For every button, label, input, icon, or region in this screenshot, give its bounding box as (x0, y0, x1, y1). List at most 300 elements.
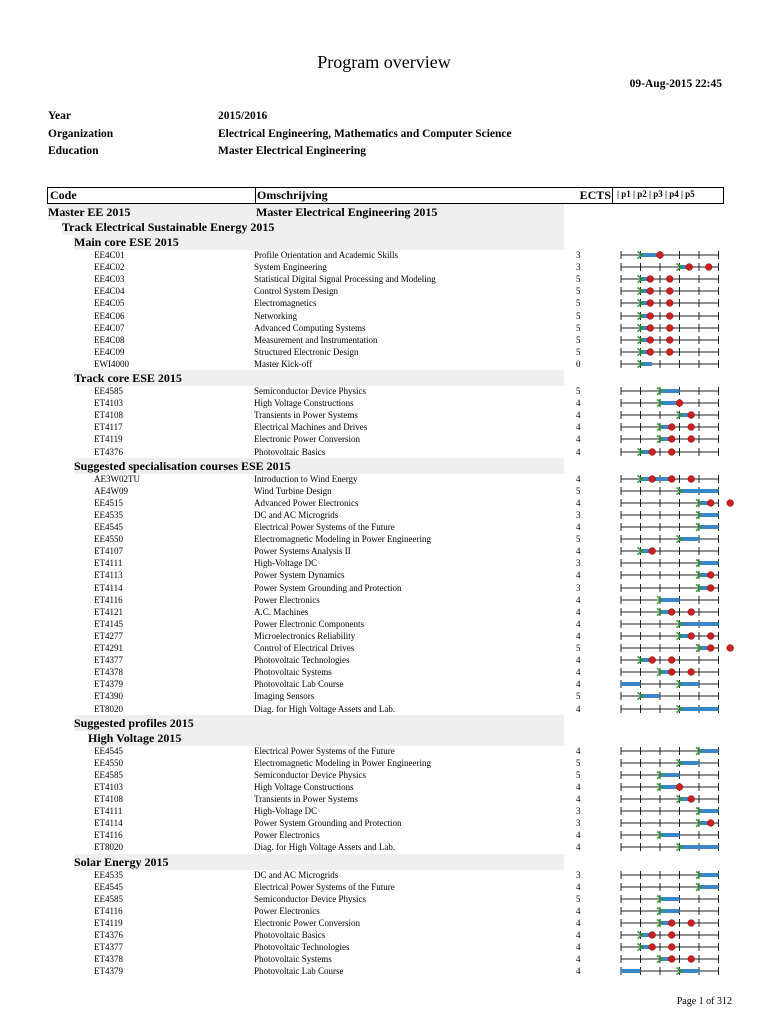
course-code: EE4550 (94, 534, 123, 545)
course-description: Electromagnetic Modeling in Power Engineering (254, 534, 431, 545)
course-code: ET4379 (94, 966, 123, 977)
course-code: EE4550 (94, 757, 123, 768)
period-timeline (618, 421, 748, 433)
course-ects: 4 (576, 679, 581, 690)
course-code: ET4378 (94, 954, 123, 965)
period-timeline (618, 829, 748, 841)
course-ects: 4 (576, 655, 581, 666)
exam-dot-icon (707, 584, 714, 591)
course-description: Imaging Sensors (254, 691, 315, 702)
course-ects: 4 (576, 881, 581, 892)
period-timeline (618, 905, 748, 917)
course-description: Photovoltaic Basics (254, 446, 326, 457)
period-timeline (618, 297, 748, 309)
course-description: Introduction to Wind Energy (254, 473, 358, 484)
course-ects: 3 (576, 250, 581, 260)
group-header (88, 730, 564, 746)
period-timeline (618, 557, 748, 569)
course-description: Electromagnetic Modeling in Power Engineering (254, 757, 431, 768)
course-ects: 4 (576, 473, 581, 484)
meta-value: 2015/2016 (218, 110, 268, 122)
group-code: Track Electrical Sustainable Energy 2015 (62, 220, 275, 234)
period-bar (621, 969, 641, 973)
course-code: ET4108 (94, 794, 123, 804)
course-code: EE4535 (94, 509, 123, 520)
period-timeline (618, 678, 748, 690)
course-ects: 4 (576, 630, 581, 641)
exam-dot-icon (666, 276, 673, 283)
course-code: ET4378 (94, 667, 123, 678)
exam-dot-icon (707, 632, 714, 639)
exam-dot-icon (647, 288, 654, 295)
exam-dot-icon (688, 632, 695, 639)
exam-dot-icon (666, 348, 673, 355)
exam-dot-icon (649, 657, 656, 664)
course-code: ET4379 (94, 679, 123, 690)
course-code: ET4376 (94, 446, 123, 457)
course-code: EE4545 (94, 881, 123, 892)
course-description: Structured Electronic Design (254, 346, 359, 357)
group-header (48, 204, 564, 220)
course-description: DC and AC Microgrids (254, 509, 339, 520)
exam-dot-icon (688, 919, 695, 926)
course-description: Power Electronics (254, 830, 320, 841)
course-code: EE4545 (94, 522, 123, 532)
period-timeline (618, 249, 748, 261)
course-description: A.C. Machines (254, 606, 309, 617)
course-ects: 4 (576, 410, 581, 421)
course-code: ET4103 (94, 398, 123, 409)
meta-key: Organization (48, 127, 114, 140)
course-description: Photovoltaic Lab Course (254, 679, 344, 690)
exam-dot-icon (649, 932, 656, 939)
course-code: AE3W02TU (94, 473, 140, 484)
course-ects: 4 (576, 570, 581, 581)
header-ects: ECTS (579, 188, 611, 202)
exam-dot-icon (649, 944, 656, 951)
period-timeline (618, 793, 748, 805)
exam-dot-icon (688, 796, 695, 803)
period-timeline (618, 881, 748, 893)
group-code: Track core ESE 2015 (74, 371, 182, 385)
period-timeline (618, 745, 748, 757)
course-ects: 3 (576, 806, 581, 817)
period-timeline (618, 334, 748, 346)
period-timeline (618, 654, 748, 666)
course-description: System Engineering (254, 262, 327, 273)
period-bar (680, 845, 719, 849)
course-ects: 4 (576, 942, 581, 953)
period-timeline (618, 941, 748, 953)
course-code: EWI4000 (94, 358, 129, 369)
course-description: Networking (254, 310, 297, 321)
course-code: ET4114 (94, 582, 123, 593)
course-description: Power Systems Analysis II (254, 546, 351, 557)
exam-dot-icon (707, 499, 714, 506)
exam-dot-icon (727, 645, 734, 652)
period-timeline (618, 917, 748, 929)
course-description: Photovoltaic Technologies (254, 655, 350, 666)
course-code: EE4C09 (94, 346, 125, 357)
exam-dot-icon (647, 312, 654, 319)
exam-dot-icon (676, 783, 683, 790)
course-code: ET4117 (94, 422, 123, 433)
course-ects: 5 (576, 274, 581, 285)
course-ects: 3 (576, 262, 581, 273)
course-code: EE4C06 (94, 310, 125, 321)
exam-dot-icon (668, 436, 675, 443)
group-header (74, 370, 564, 386)
exam-dot-icon (647, 336, 654, 343)
course-code: EE4515 (94, 497, 123, 508)
course-ects: 5 (576, 286, 581, 297)
period-timeline (618, 594, 748, 606)
course-ects: 3 (576, 558, 581, 569)
course-description: High Voltage Constructions (254, 781, 354, 792)
period-timeline (618, 757, 748, 769)
course-ects: 4 (576, 594, 581, 605)
course-code: ET4145 (94, 618, 123, 629)
exam-dot-icon (668, 448, 675, 455)
course-description: Power System Grounding and Protection (254, 818, 402, 829)
group-header (74, 458, 564, 474)
course-ects: 5 (576, 893, 581, 904)
period-timeline (618, 929, 748, 941)
course-description: Control System Design (254, 286, 339, 297)
course-description: High-Voltage DC (254, 806, 318, 817)
meta-value: Electrical Engineering, Mathematics and Computer Science (218, 127, 512, 140)
course-ects: 4 (576, 905, 581, 916)
exam-dot-icon (647, 348, 654, 355)
course-ects: 4 (576, 930, 581, 940)
course-ects: 0 (576, 358, 581, 369)
course-code: EE4C03 (94, 274, 125, 285)
course-ects: 3 (576, 582, 581, 593)
course-description: Diag. for High Voltage Assets and Lab. (254, 703, 396, 714)
course-code: ET4116 (94, 905, 123, 916)
exam-dot-icon (668, 944, 675, 951)
exam-dot-icon (688, 956, 695, 963)
course-description: Statistical Digital Signal Processing and Modeling (254, 274, 436, 285)
period-timeline (618, 473, 748, 485)
exam-dot-icon (688, 436, 695, 443)
course-code: EE4C04 (94, 286, 125, 297)
period-timeline (618, 446, 748, 458)
period-timeline (618, 606, 748, 618)
course-code: EE4585 (94, 893, 123, 904)
course-description: Power Electronic Components (254, 618, 364, 629)
course-ects: 4 (576, 422, 581, 433)
course-ects: 5 (576, 298, 581, 309)
course-code: EE4545 (94, 745, 123, 756)
course-ects: 4 (576, 546, 581, 557)
exam-dot-icon (657, 252, 664, 259)
exam-dot-icon (668, 475, 675, 482)
course-description: DC and AC Microgrids (254, 869, 339, 880)
period-bar (680, 707, 719, 711)
group-code: Suggested profiles 2015 (74, 715, 194, 730)
course-description: Photovoltaic Systems (254, 667, 332, 678)
course-ects: 4 (576, 667, 581, 678)
meta-key: Education (48, 145, 99, 157)
course-description: Electrical Power Systems of the Future (254, 522, 395, 532)
course-code: ET8020 (94, 842, 123, 853)
course-ects: 5 (576, 691, 581, 702)
course-ects: 5 (576, 769, 581, 780)
exam-dot-icon (686, 264, 693, 271)
exam-dot-icon (666, 312, 673, 319)
course-ects: 3 (576, 509, 581, 520)
group-code: Main core ESE 2015 (74, 235, 179, 249)
course-description: Photovoltaic Lab Course (254, 966, 344, 977)
exam-dot-icon (666, 288, 673, 295)
exam-dot-icon (688, 475, 695, 482)
exam-dot-icon (649, 448, 656, 455)
period-timeline (618, 841, 748, 853)
course-description: Semiconductor Device Physics (254, 769, 366, 780)
group-code: Master EE 2015 (48, 205, 131, 219)
course-ects: 5 (576, 322, 581, 333)
header-code: Code (50, 188, 77, 202)
course-code: EE4C05 (94, 298, 125, 309)
course-code: ET4113 (94, 570, 123, 581)
meta-key: Year (48, 110, 71, 122)
header-description: Omschrijving (257, 188, 328, 202)
course-description: Wind Turbine Design (254, 485, 332, 496)
course-ects: 4 (576, 618, 581, 629)
course-ects: 4 (576, 745, 581, 756)
exam-dot-icon (666, 336, 673, 343)
period-bar (621, 682, 641, 686)
course-description: Master Kick-off (254, 358, 313, 369)
exam-dot-icon (688, 669, 695, 676)
period-timeline (618, 273, 748, 285)
course-ects: 5 (576, 310, 581, 321)
period-bar (680, 489, 719, 493)
course-code: EE4C07 (94, 322, 125, 333)
period-timeline (618, 869, 748, 881)
period-timeline (618, 703, 748, 715)
course-description: Power Electronics (254, 905, 320, 916)
period-timeline (618, 285, 748, 297)
course-description: Photovoltaic Basics (254, 930, 326, 940)
exam-dot-icon (666, 300, 673, 307)
course-ects: 4 (576, 966, 581, 977)
group-description: Master Electrical Engineering 2015 (256, 205, 438, 219)
course-code: ET4119 (94, 434, 123, 445)
course-code: AE4W09 (94, 485, 128, 496)
course-description: Electrical Machines and Drives (254, 422, 368, 433)
period-timeline (618, 433, 748, 445)
course-ects: 5 (576, 346, 581, 357)
course-description: High-Voltage DC (254, 558, 318, 569)
course-ects: 4 (576, 522, 581, 532)
exam-dot-icon (727, 499, 734, 506)
course-code: ET4107 (94, 546, 123, 557)
exam-dot-icon (647, 324, 654, 331)
course-ects: 5 (576, 643, 581, 653)
period-timeline (618, 545, 748, 557)
course-ects: 4 (576, 954, 581, 965)
exam-dot-icon (647, 276, 654, 283)
header-periods: | p1 | p2 | p3 | p4 | p5 (612, 187, 695, 203)
course-description: Electrical Power Systems of the Future (254, 745, 395, 756)
course-code: ET4121 (94, 606, 123, 617)
group-header (62, 219, 564, 235)
course-ects: 5 (576, 386, 581, 396)
course-description: Advanced Power Electronics (254, 497, 359, 508)
period-timeline (618, 817, 748, 829)
period-timeline (618, 397, 748, 409)
course-code: EE4535 (94, 869, 123, 880)
course-description: Advanced Computing Systems (254, 322, 366, 333)
course-code: ET4111 (94, 806, 123, 817)
exam-dot-icon (676, 400, 683, 407)
period-timeline (618, 261, 748, 273)
course-ects: 4 (576, 606, 581, 617)
period-timeline (618, 485, 748, 497)
timestamp: 09-Aug-2015 22:45 (629, 78, 722, 90)
course-ects: 4 (576, 917, 581, 928)
page-number: Page 1 of 312 (676, 996, 732, 1007)
course-description: Electromagnetics (254, 298, 317, 309)
exam-dot-icon (668, 919, 675, 926)
exam-dot-icon (688, 412, 695, 419)
period-timeline (618, 533, 748, 545)
period-timeline (618, 618, 748, 630)
course-code: ET4376 (94, 930, 123, 940)
exam-dot-icon (707, 645, 714, 652)
course-ects: 4 (576, 703, 581, 714)
period-timeline (618, 965, 748, 977)
exam-dot-icon (707, 820, 714, 827)
course-description: Power Electronics (254, 594, 320, 605)
group-header (74, 854, 564, 870)
course-description: Electronic Power Conversion (254, 434, 360, 445)
course-description: Profile Orientation and Academic Skills (254, 250, 398, 260)
course-code: EE4C02 (94, 262, 125, 273)
exam-dot-icon (668, 956, 675, 963)
exam-dot-icon (705, 264, 712, 271)
course-ects: 3 (576, 818, 581, 829)
course-description: High Voltage Constructions (254, 398, 354, 409)
period-timeline (618, 769, 748, 781)
period-timeline (618, 582, 748, 594)
exam-dot-icon (666, 324, 673, 331)
period-timeline (618, 642, 748, 654)
group-header (74, 234, 564, 250)
exam-dot-icon (668, 932, 675, 939)
course-ects: 4 (576, 446, 581, 457)
course-code: EE4C01 (94, 250, 125, 260)
course-description: Power System Dynamics (254, 570, 345, 581)
course-description: Power System Grounding and Protection (254, 582, 402, 593)
course-description: Electronic Power Conversion (254, 917, 360, 928)
exam-dot-icon (668, 608, 675, 615)
course-description: Transients in Power Systems (254, 410, 358, 421)
course-ects: 4 (576, 781, 581, 792)
course-ects: 4 (576, 497, 581, 508)
group-header (74, 715, 564, 731)
course-ects: 5 (576, 334, 581, 345)
course-description: Semiconductor Device Physics (254, 386, 366, 396)
course-code: ET4103 (94, 781, 123, 792)
course-code: ET4114 (94, 818, 123, 829)
course-description: Semiconductor Device Physics (254, 893, 366, 904)
period-timeline (618, 781, 748, 793)
course-code: EE4585 (94, 769, 123, 780)
period-timeline (618, 893, 748, 905)
course-ects: 5 (576, 485, 581, 496)
period-timeline (618, 322, 748, 334)
course-code: ET4119 (94, 917, 123, 928)
period-timeline (618, 409, 748, 421)
period-timeline (618, 310, 748, 322)
period-timeline (618, 385, 748, 397)
course-ects: 4 (576, 794, 581, 804)
period-bar (680, 622, 719, 626)
exam-dot-icon (649, 548, 656, 555)
exam-dot-icon (668, 424, 675, 431)
exam-dot-icon (647, 300, 654, 307)
period-timeline (618, 953, 748, 965)
course-code: ET4116 (94, 830, 123, 841)
page-title: Program overview (317, 52, 451, 72)
period-timeline (618, 497, 748, 509)
exam-dot-icon (649, 475, 656, 482)
course-description: Diag. for High Voltage Assets and Lab. (254, 842, 396, 853)
course-ects: 5 (576, 534, 581, 545)
course-code: ET4291 (94, 643, 123, 653)
exam-dot-icon (688, 608, 695, 615)
exam-dot-icon (668, 669, 675, 676)
group-code: Suggested specialisation courses ESE 2015 (74, 458, 291, 473)
exam-dot-icon (688, 424, 695, 431)
course-ects: 4 (576, 398, 581, 409)
course-code: EE4585 (94, 386, 123, 396)
period-timeline (618, 509, 748, 521)
course-code: ET4277 (94, 630, 123, 641)
period-timeline (618, 358, 748, 370)
period-timeline (618, 666, 748, 678)
group-code: High Voltage 2015 (88, 730, 182, 745)
course-description: Transients in Power Systems (254, 794, 358, 804)
course-code: EE4C08 (94, 334, 125, 345)
group-code: Solar Energy 2015 (74, 854, 169, 869)
period-timeline (618, 805, 748, 817)
course-description: Control of Electrical Drives (254, 643, 355, 653)
course-ects: 4 (576, 434, 581, 445)
course-ects: 5 (576, 757, 581, 768)
meta-value: Master Electrical Engineering (218, 145, 366, 157)
course-code: ET8020 (94, 703, 123, 714)
course-description: Measurement and Instrumentation (254, 334, 378, 345)
period-timeline (618, 521, 748, 533)
course-code: ET4390 (94, 691, 123, 702)
exam-dot-icon (707, 572, 714, 579)
period-timeline (618, 569, 748, 581)
course-ects: 4 (576, 830, 581, 841)
course-code: ET4116 (94, 594, 123, 605)
course-code: ET4111 (94, 558, 123, 569)
course-description: Microelectronics Reliability (254, 630, 356, 641)
course-description: Photovoltaic Systems (254, 954, 332, 965)
period-timeline (618, 346, 748, 358)
course-description: Photovoltaic Technologies (254, 942, 350, 953)
course-ects: 4 (576, 842, 581, 853)
period-timeline (618, 630, 748, 642)
course-code: ET4377 (94, 942, 123, 953)
